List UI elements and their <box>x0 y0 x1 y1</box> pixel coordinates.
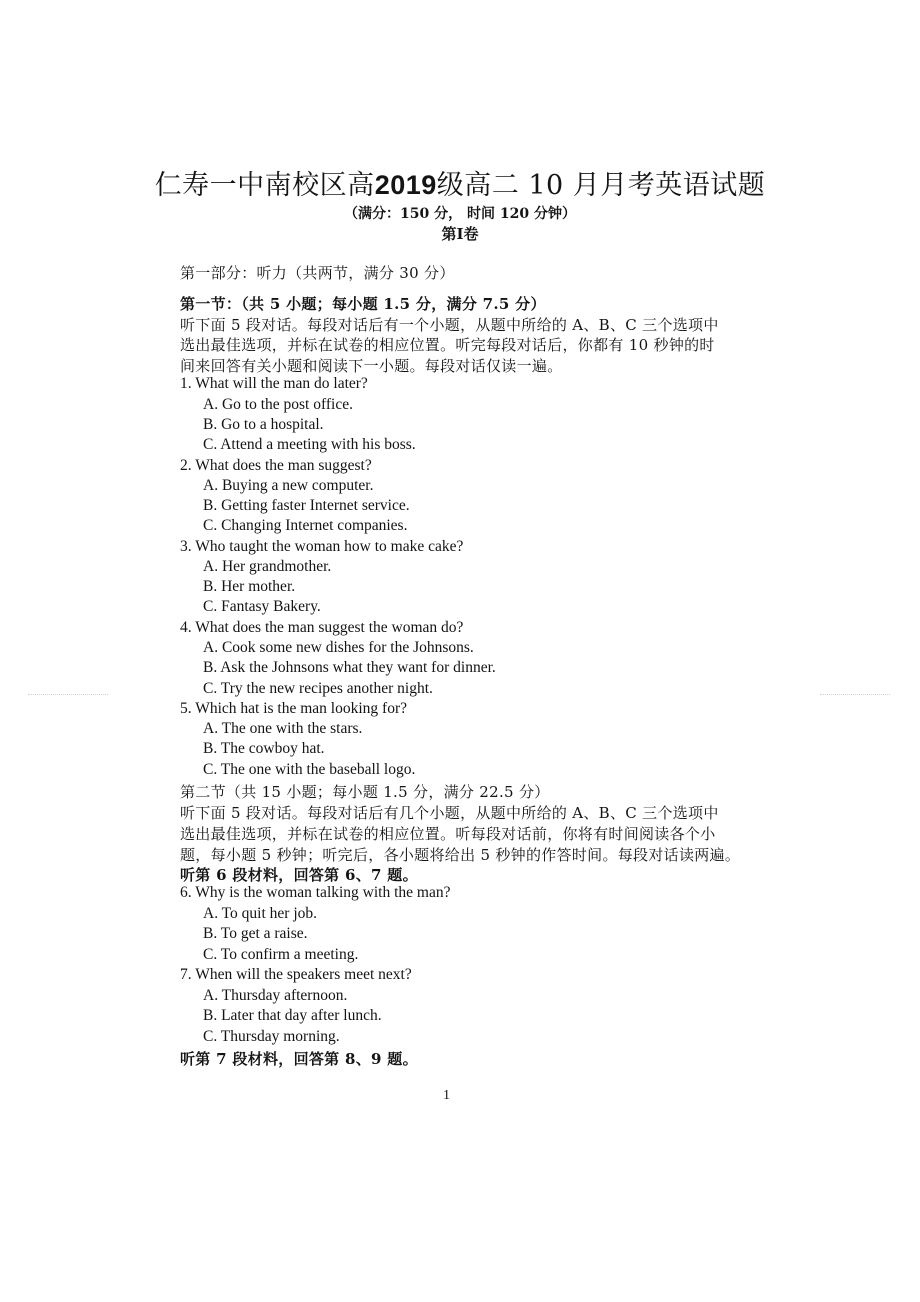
section1-heading: 第一节：（共 5 小题；每小题 1.5 分，满分 7.5 分） <box>180 295 546 313</box>
q5-option-a: A. The one with the stars. <box>203 720 363 737</box>
title-year: 2019 <box>374 170 437 200</box>
question-6: 6. Why is the woman talking with the man? <box>180 884 451 901</box>
exam-title <box>0 163 920 202</box>
q2-option-a: A. Buying a new computer. <box>203 477 374 494</box>
q6-option-c: C. To confirm a meeting. <box>203 946 359 963</box>
q4-option-c: C. Try the new recipes another night. <box>203 680 433 697</box>
q3-option-a: A. Her grandmother. <box>203 558 332 575</box>
title-part-1: 仁寿一中南校区高 <box>154 170 375 201</box>
question-3: 3. Who taught the woman how to make cake? <box>180 538 464 555</box>
section2-instruction-line: 题，每小题 5 秒钟；听完后，各小题将给出 5 秒钟的作答时间。每段对话读两遍。 <box>180 846 741 864</box>
q3-option-c: C. Fantasy Bakery. <box>203 598 321 615</box>
q7-option-c: C. Thursday morning. <box>203 1028 340 1045</box>
question-4: 4. What does the man suggest the woman do? <box>180 619 464 636</box>
part1-heading: 第一部分：听力（共两节，满分 30 分） <box>180 264 455 282</box>
section2-heading: 第二节（共 15 小题；每小题 1.5 分，满分 22.5 分） <box>180 783 550 801</box>
q7-option-b: B. Later that day after lunch. <box>203 1007 382 1024</box>
q6-option-a: A. To quit her job. <box>203 905 318 922</box>
q7-option-a: A. Thursday afternoon. <box>203 987 348 1004</box>
question-5: 5. Which hat is the man looking for? <box>180 700 407 717</box>
page-number: 1 <box>443 1088 450 1103</box>
section1-instruction-line: 听下面 5 段对话。每段对话后有一个小题，从题中所给的 A、B、C 三个选项中 <box>180 316 719 334</box>
q3-option-b: B. Her mother. <box>203 578 296 595</box>
material-7-instruction: 听第 7 段材料，回答第 8、9 题。 <box>180 1050 418 1068</box>
material-6-instruction: 听第 6 段材料，回答第 6、7 题。 <box>180 866 418 884</box>
question-7: 7. When will the speakers meet next? <box>180 966 412 983</box>
q1-option-a: A. Go to the post office. <box>203 396 353 413</box>
exam-subtitle: （满分：150 分， 时间 120 分钟） <box>344 206 576 222</box>
section2-instruction-line: 听下面 5 段对话。每段对话后有几个小题，从题中所给的 A、B、C 三个选项中 <box>180 804 719 822</box>
section1-instruction-line: 选出最佳选项，并标在试卷的相应位置。听完每段对话后，你都有 10 秒钟的时 <box>180 336 715 354</box>
q5-option-b: B. The cowboy hat. <box>203 740 325 757</box>
question-2: 2. What does the man suggest? <box>180 457 372 474</box>
q6-option-b: B. To get a raise. <box>203 925 308 942</box>
q2-option-c: C. Changing Internet companies. <box>203 517 408 534</box>
q4-option-a: A. Cook some new dishes for the Johnsons. <box>203 639 474 656</box>
question-1: 1. What will the man do later? <box>180 375 368 392</box>
q5-option-c: C. The one with the baseball logo. <box>203 761 416 778</box>
volume-label: 第Ⅰ卷 <box>441 225 479 243</box>
title-part-3: 级高二 10 月月考英语试题 <box>436 170 766 201</box>
scan-artifact <box>28 694 108 695</box>
q1-option-c: C. Attend a meeting with his boss. <box>203 436 416 453</box>
section2-instruction-line: 选出最佳选项，并标在试卷的相应位置。听每段对话前，你将有时间阅读各个小 <box>180 825 716 843</box>
section1-instruction-line: 间来回答有关小题和阅读下一小题。每段对话仅读一遍。 <box>180 357 563 375</box>
scan-artifact <box>820 694 890 695</box>
q4-option-b: B. Ask the Johnsons what they want for dinner. <box>203 659 496 676</box>
q2-option-b: B. Getting faster Internet service. <box>203 497 410 514</box>
q1-option-b: B. Go to a hospital. <box>203 416 324 433</box>
